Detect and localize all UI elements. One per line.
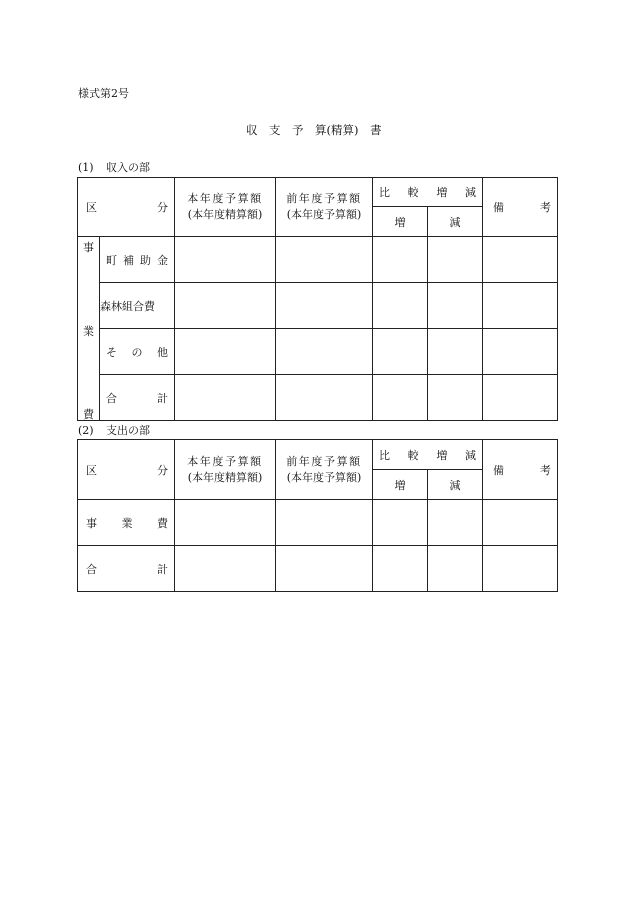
table-row (78, 546, 558, 592)
decrease-header: 減 (428, 470, 483, 500)
current-budget-cell (175, 283, 276, 329)
label-char: 補 (123, 253, 134, 267)
form-number: 様式第2号 (78, 87, 129, 100)
compare-char: 較 (407, 186, 419, 199)
current-budget-header (175, 440, 276, 500)
compare-char: 比 (379, 186, 390, 199)
previous-budget-header-line2: (本年度予算額) (286, 470, 362, 484)
kubun-header-left: 区 (86, 463, 97, 477)
kubun-header-right: 分 (157, 463, 168, 477)
income-table (77, 177, 558, 421)
decrease-cell (428, 546, 483, 592)
decrease-cell (428, 237, 483, 283)
current-budget-header-line2: (本年度精算額) (187, 470, 263, 484)
group-label-char: 事 (83, 241, 94, 254)
remarks-cell (483, 237, 558, 283)
remarks-header-right: 考 (540, 463, 551, 477)
increase-header: 増 (373, 470, 428, 500)
income-heading-number: (1) (78, 161, 94, 174)
table-row (78, 329, 558, 375)
decrease-cell (428, 329, 483, 375)
income-section-heading (78, 159, 150, 175)
decrease-cell (428, 500, 483, 546)
remarks-header (483, 178, 558, 237)
label-char: 助 (140, 253, 151, 267)
label-char: 金 (157, 253, 168, 267)
kubun-header-right: 分 (157, 201, 168, 214)
previous-budget-cell (276, 500, 373, 546)
group-label-char: 費 (83, 408, 94, 421)
current-budget-cell (175, 546, 276, 592)
document-title: 収 支 予 算(精算) 書 (246, 123, 382, 137)
remarks-header-right: 考 (540, 201, 551, 214)
compare-char: 増 (436, 448, 448, 462)
business-expense-group-label (78, 237, 100, 421)
label-char: の (131, 345, 143, 359)
expense-section-heading (78, 422, 150, 438)
table-row (78, 375, 558, 421)
label-char: そ (106, 345, 117, 359)
current-budget-header-line1: 本年度予算額 (187, 192, 263, 205)
row-label-business-expense (78, 500, 175, 546)
kubun-header (78, 440, 175, 500)
previous-budget-cell (276, 546, 373, 592)
increase-cell (373, 283, 428, 329)
remarks-header (483, 440, 558, 500)
increase-cell (373, 375, 428, 421)
table-row (78, 237, 558, 283)
compare-char: 較 (407, 448, 419, 462)
remarks-cell (483, 546, 558, 592)
label-char: 合 (106, 391, 117, 405)
kubun-header-left: 区 (86, 201, 97, 214)
previous-budget-header-line1: 前年度予算額 (286, 454, 362, 468)
label-char: 町 (106, 253, 117, 267)
income-header-row (78, 178, 558, 207)
label-char: 合 (86, 562, 97, 576)
row-label-total (100, 375, 175, 421)
compare-header (373, 440, 483, 470)
decrease-header: 減 (428, 207, 483, 237)
current-budget-cell (175, 329, 276, 375)
expense-heading-text: 支出の部 (106, 424, 150, 437)
remarks-cell (483, 375, 558, 421)
current-budget-cell (175, 237, 276, 283)
compare-char: 比 (379, 448, 390, 462)
row-label-town-subsidy (100, 237, 175, 283)
previous-budget-cell (276, 329, 373, 375)
label-char: 事 (86, 516, 97, 530)
remarks-cell (483, 329, 558, 375)
previous-budget-header (276, 178, 373, 237)
remarks-header-left: 備 (493, 463, 504, 477)
expense-table (77, 439, 558, 592)
table-row (78, 283, 558, 329)
row-label-other (100, 329, 175, 375)
current-budget-header-line2: (本年度精算額) (187, 208, 263, 221)
row-label-total (78, 546, 175, 592)
label-char: 費 (157, 516, 168, 530)
increase-cell (373, 546, 428, 592)
kubun-header (78, 178, 175, 237)
previous-budget-header-line1: 前年度予算額 (286, 192, 362, 205)
previous-budget-header-line2: (本年度予算額) (286, 208, 362, 221)
current-budget-header-line1: 本年度予算額 (187, 454, 263, 468)
table-row (78, 500, 558, 546)
label-char: 他 (157, 345, 168, 359)
current-budget-cell (175, 375, 276, 421)
remarks-cell (483, 500, 558, 546)
decrease-cell (428, 283, 483, 329)
increase-cell (373, 329, 428, 375)
income-heading-text: 収入の部 (106, 161, 150, 174)
current-budget-header (175, 178, 276, 237)
remarks-header-left: 備 (493, 201, 504, 214)
current-budget-cell (175, 500, 276, 546)
expense-heading-number: (2) (78, 424, 94, 437)
row-label-forest-union-fee: 森林組合費 (100, 283, 175, 329)
expense-header-row (78, 440, 558, 470)
compare-char: 増 (436, 186, 448, 199)
remarks-cell (483, 283, 558, 329)
increase-cell (373, 237, 428, 283)
label-char: 計 (157, 391, 168, 405)
group-label-char: 業 (83, 325, 94, 338)
compare-header (373, 178, 483, 207)
label-char: 計 (157, 562, 168, 576)
previous-budget-cell (276, 237, 373, 283)
compare-char: 減 (464, 448, 476, 462)
increase-cell (373, 500, 428, 546)
previous-budget-header (276, 440, 373, 500)
previous-budget-cell (276, 375, 373, 421)
decrease-cell (428, 375, 483, 421)
increase-header: 増 (373, 207, 428, 237)
compare-char: 減 (464, 186, 476, 199)
previous-budget-cell (276, 283, 373, 329)
label-char: 業 (121, 516, 133, 530)
